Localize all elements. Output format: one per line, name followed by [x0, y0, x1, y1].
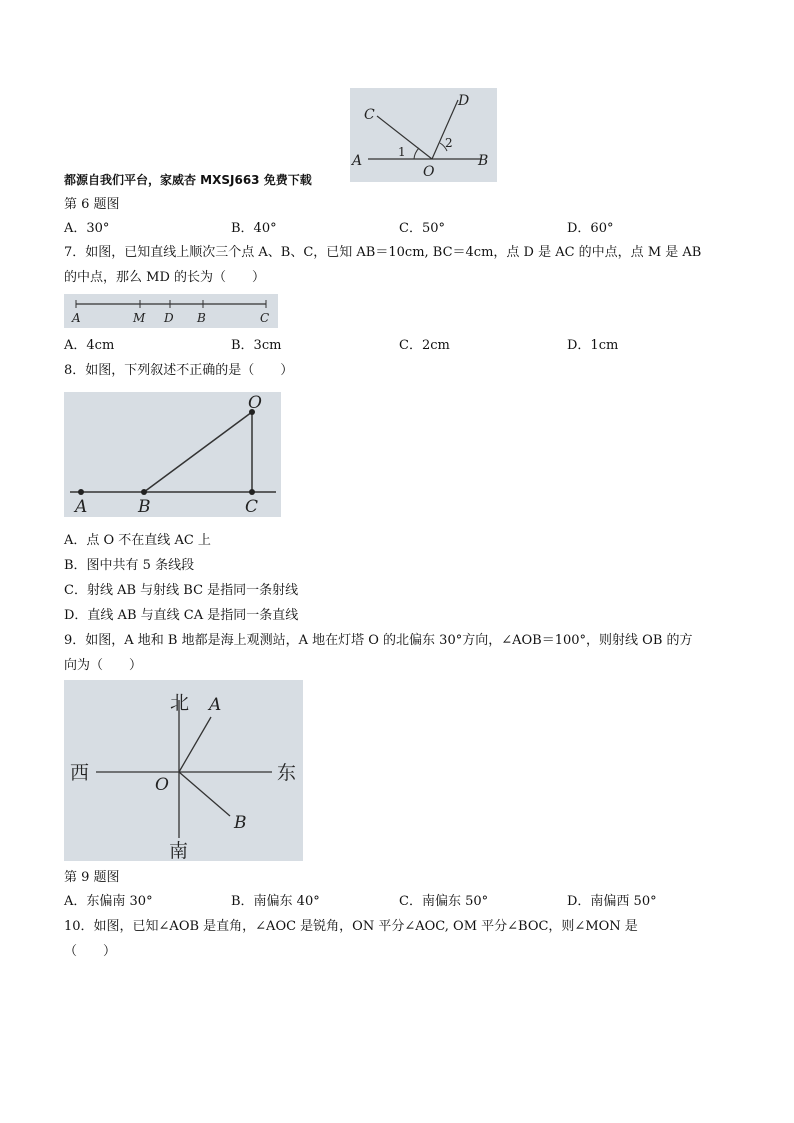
label-o: O — [423, 164, 435, 180]
q9-caption: 第 9 题图 — [64, 870, 120, 885]
segment-bo — [144, 412, 252, 492]
ray-od — [432, 100, 458, 159]
q10-stem-line1: 10．如图，已知∠AOB 是直角，∠AOC 是锐角，ON 平分∠AOC, OM 平分∠BOC，则∠MON 是 — [64, 919, 638, 934]
watermark-text: 都源自我们平台，家威杏 MXSJ663 免费下载 — [64, 173, 312, 187]
q9-stem-line2: 向为（ ） — [64, 658, 143, 673]
q6-figure — [350, 88, 497, 182]
label-d: D — [458, 93, 470, 109]
q8-option-b: B．图中共有 5 条线段 — [64, 558, 195, 573]
label-b: B — [234, 813, 247, 833]
ray-ob — [179, 772, 230, 816]
q7-option-d: D．1cm — [567, 338, 619, 353]
ray-oa — [179, 717, 211, 772]
q10-stem-line2: （ ） — [64, 944, 117, 959]
label-a: A — [72, 311, 81, 325]
q7-option-b: B．3cm — [231, 338, 282, 353]
label-c: C — [245, 497, 259, 517]
angle-1-arc — [414, 148, 419, 159]
q9-option-a: A．东偏南 30° — [64, 894, 153, 909]
label-a: A — [352, 153, 363, 169]
label-angle-2: 2 — [445, 136, 453, 150]
q8-triangle-diagram — [64, 392, 281, 517]
label-east: 东 — [277, 762, 297, 784]
label-d: D — [164, 311, 174, 325]
q9-figure — [64, 680, 303, 861]
q9-option-d: D．南偏西 50° — [567, 894, 657, 909]
point-a — [78, 489, 84, 495]
label-b: B — [197, 311, 206, 325]
label-north: 北 — [170, 692, 190, 714]
q9-stem-line1: 9．如图，A 地和 B 地都是海上观测站，A 地在灯塔 O 的北偏东 30°方向，∠AOB＝100°，则射线 OB 的方 — [64, 633, 693, 648]
q6-angle-diagram — [350, 88, 497, 182]
q8-option-d: D．直线 AB 与直线 CA 是指同一条直线 — [64, 608, 299, 623]
q8-figure — [64, 392, 281, 517]
q6-caption: 第 6 题图 — [64, 197, 120, 212]
q7-stem-line2: 的中点，那么 MD 的长为（ ） — [64, 270, 265, 285]
label-m: M — [133, 311, 146, 325]
q6-option-c: C．50° — [399, 221, 445, 236]
q9-compass-diagram — [64, 680, 303, 861]
label-a: A — [209, 695, 222, 715]
q9-option-c: C．南偏东 50° — [399, 894, 489, 909]
q7-segment-diagram — [64, 294, 278, 328]
label-b: B — [478, 153, 489, 169]
label-south: 南 — [169, 840, 189, 861]
label-o: O — [155, 775, 169, 795]
label-a: A — [75, 497, 88, 517]
q6-option-d: D．60° — [567, 221, 614, 236]
q8-option-a: A．点 O 不在直线 AC 上 — [64, 533, 211, 548]
q7-option-c: C．2cm — [399, 338, 450, 353]
point-c — [249, 489, 255, 495]
q7-stem-line1: 7．如图，已知直线上顺次三个点 A、B、C，已知 AB＝10cm, BC＝4cm，点 D 是 AC 的中点，点 M 是 AB — [64, 245, 702, 260]
q6-option-b: B．40° — [231, 221, 277, 236]
label-c: C — [364, 107, 375, 123]
point-b — [141, 489, 147, 495]
q9-option-b: B．南偏东 40° — [231, 894, 320, 909]
label-west: 西 — [70, 762, 90, 784]
q7-option-a: A．4cm — [64, 338, 115, 353]
label-c: C — [260, 311, 270, 325]
q8-stem: 8．如图，下列叙述不正确的是（ ） — [64, 363, 294, 378]
q6-option-a: A．30° — [64, 221, 110, 236]
label-angle-1: 1 — [398, 145, 406, 159]
q7-figure — [64, 294, 278, 328]
q8-option-c: C．射线 AB 与射线 BC 是指同一条射线 — [64, 583, 299, 598]
label-o: O — [248, 393, 262, 413]
label-b: B — [138, 497, 151, 517]
